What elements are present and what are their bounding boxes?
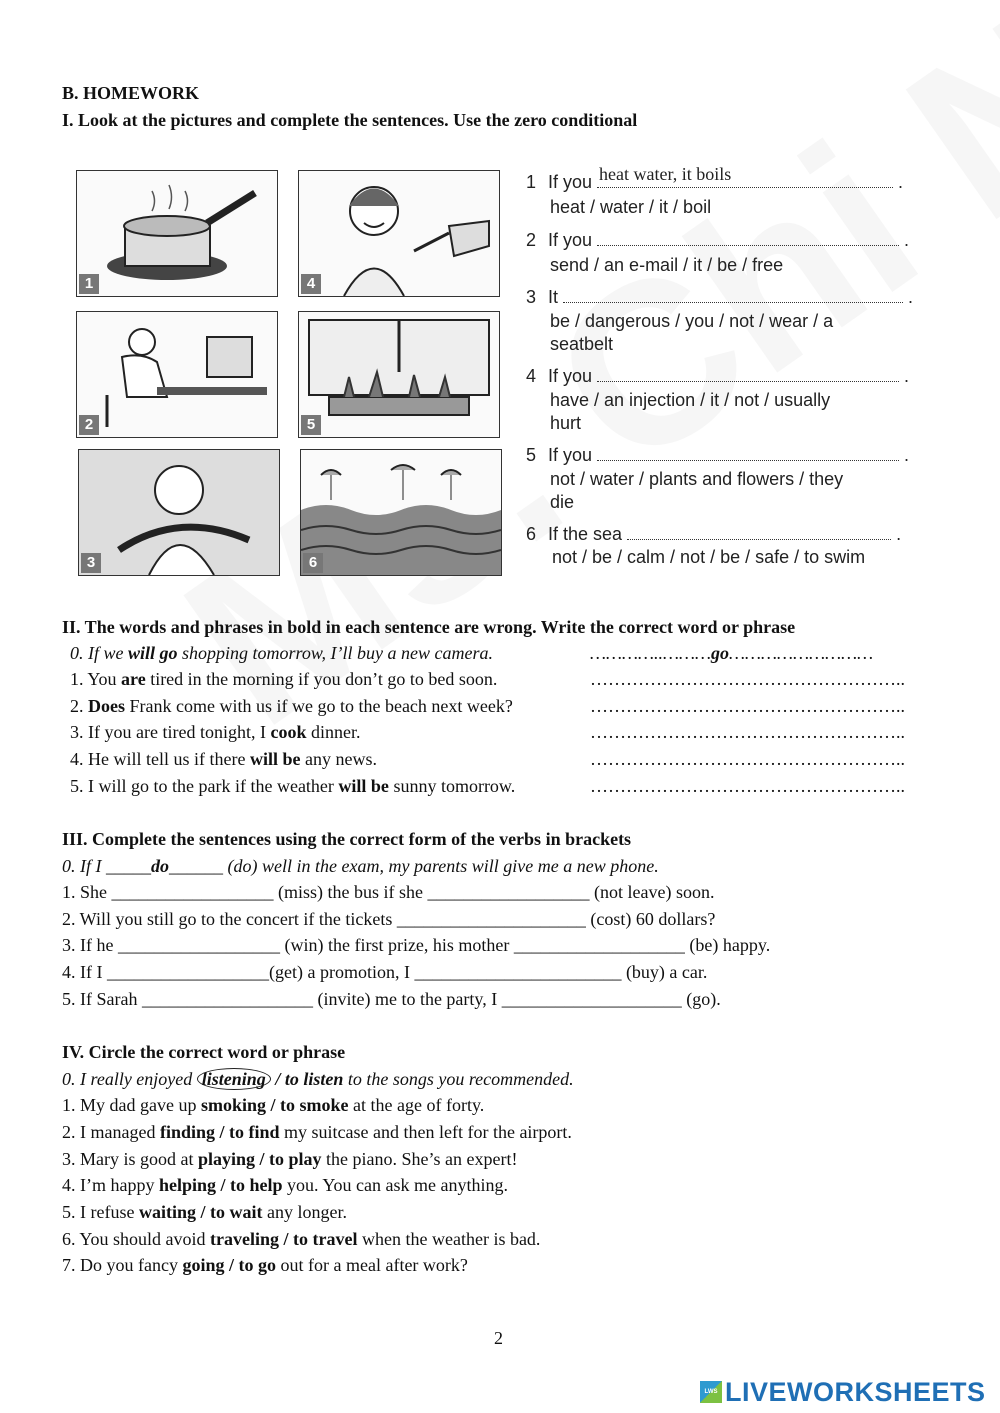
- ex1-title: I. Look at the pictures and complete the sentences. Use the zero conditional: [62, 110, 638, 130]
- ex1-cue-5b: die: [550, 492, 575, 512]
- picture-label: 2: [79, 415, 99, 435]
- ex4-item-5[interactable]: 5. I refuse waiting / to wait any longer.: [62, 1202, 347, 1222]
- ex2-item-1: 1. You are tired in the morning if you don’t go to bed soon.: [70, 669, 498, 689]
- answer-field-4[interactable]: [597, 367, 899, 382]
- ex2-title: II. The words and phrases in bold in each sentence are wrong. Write the correct word or phrase: [62, 617, 796, 637]
- item-number: 2: [526, 230, 537, 250]
- sentence-start: If the sea: [548, 524, 623, 544]
- ex1-item-1: 1 If you heat water, it boils .: [526, 164, 904, 192]
- sentence-start: If you: [548, 445, 593, 465]
- ex3-item-2[interactable]: 2. Will you still go to the concert if the tickets _____________________ (cost) 60 dollars?: [62, 909, 716, 929]
- page-number: 2: [494, 1328, 503, 1348]
- ex1-cue-3b: seatbelt: [550, 334, 614, 354]
- sentence-start: It: [548, 287, 559, 307]
- ex2-example: 0. If we will go shopping tomorrow, I’ll buy a new camera.: [70, 643, 493, 663]
- ex4-item-2[interactable]: 2. I managed finding / to find my suitcase and then left for the airport.: [62, 1122, 572, 1142]
- ex4-title: IV. Circle the correct word or phrase: [62, 1042, 346, 1062]
- ex3-item-3[interactable]: 3. If he __________________ (win) the first prize, his mother ___________________ (be) happy.: [62, 935, 771, 955]
- picture-2-computer: [76, 311, 278, 438]
- picture-1-cooking-pot: [76, 170, 278, 297]
- ex4-item-6[interactable]: 6. You should avoid traveling / to travel when the weather is bad.: [62, 1229, 541, 1249]
- picture-label: 1: [79, 274, 99, 294]
- answer-field-5[interactable]: [597, 446, 899, 461]
- liveworksheets-logo[interactable]: [700, 1377, 986, 1407]
- ex1-item-2: 2 If you .: [526, 230, 910, 250]
- ex4-example: 0. I really enjoyed listening / to listen to the songs you recommended.: [62, 1069, 574, 1089]
- sentence-start: If you: [548, 366, 593, 386]
- ex2-item-3: 3. If you are tired tonight, I cook dinner.: [70, 722, 361, 742]
- item-number: 5: [526, 445, 537, 465]
- ex3-title: III. Complete the sentences using the correct form of the verbs in brackets: [62, 829, 632, 849]
- ex3-item-5[interactable]: 5. If Sarah ___________________ (invite) me to the party, I ____________________ (go).: [62, 989, 721, 1009]
- ex1-cue-4b: hurt: [550, 413, 582, 433]
- ex2-answer-3[interactable]: ……………………………………………..: [590, 722, 905, 742]
- circled-answer: listening: [197, 1068, 271, 1090]
- ex1-item-3: 3 It .: [526, 287, 914, 307]
- picture-label: 6: [303, 553, 323, 573]
- sentence-start: If you: [548, 230, 593, 250]
- ex3-item-1[interactable]: 1. She __________________ (miss) the bus if she __________________ (not leave) soon.: [62, 882, 715, 902]
- item-number: 1: [526, 172, 537, 192]
- ex1-cue-1: heat / water / it / boil: [550, 197, 712, 217]
- ex1-cue-2: send / an e-mail / it / be / free: [550, 255, 784, 275]
- picture-4-injection: [298, 170, 500, 297]
- picture-5-plants: [298, 311, 500, 438]
- picture-3-driving: [78, 449, 280, 576]
- ex4-item-4[interactable]: 4. I’m happy helping / to help you. You can ask me anything.: [62, 1175, 508, 1195]
- answer-field-2[interactable]: [597, 231, 899, 246]
- ex2-item-2: 2. Does Frank come with us if we go to the beach next week?: [70, 696, 513, 716]
- ex1-item-5: 5 If you .: [526, 445, 910, 465]
- ex2-answer-1[interactable]: ……………………………………………..: [590, 669, 905, 689]
- picture-label: 3: [81, 553, 101, 573]
- item-number: 3: [526, 287, 537, 307]
- logo-icon: LWS: [700, 1381, 722, 1403]
- item-number: 6: [526, 524, 537, 544]
- ex2-example-answer: …………..………go………………………: [590, 643, 874, 663]
- ex1-cue-4: have / an injection / it / not / usually: [550, 390, 831, 410]
- ex1-cue-5: not / water / plants and flowers / they: [550, 469, 844, 489]
- ex3-item-4[interactable]: 4. If I __________________(get) a promotion, I _______________________ (buy) a car.: [62, 962, 708, 982]
- ex2-answer-4[interactable]: ……………………………………………..: [590, 749, 905, 769]
- answer-text: heat water, it boils: [599, 164, 732, 184]
- ex4-item-7[interactable]: 7. Do you fancy going / to go out for a meal after work?: [62, 1255, 468, 1275]
- ex4-item-1[interactable]: 1. My dad gave up smoking / to smoke at the age of forty.: [62, 1095, 485, 1115]
- ex2-answer-2[interactable]: ……………………………………………..: [590, 696, 905, 716]
- sentence-start: If you: [548, 172, 593, 192]
- section-title: B. HOMEWORK: [62, 83, 200, 103]
- ex2-item-4: 4. He will tell us if there will be any news.: [70, 749, 377, 769]
- logo-text: LIVEWORKSHEETS: [725, 1376, 986, 1407]
- picture-label: 5: [301, 415, 321, 435]
- answer-field-6[interactable]: [627, 525, 891, 540]
- ex1-cue-3: be / dangerous / you / not / wear / a: [550, 311, 834, 331]
- ex1-item-4: 4 If you .: [526, 366, 910, 386]
- ex1-item-6: 6 If the sea .: [526, 524, 902, 544]
- picture-6-beach: [300, 449, 502, 576]
- ex2-item-5: 5. I will go to the park if the weather will be sunny tomorrow.: [70, 776, 516, 796]
- picture-label: 4: [301, 274, 321, 294]
- ex2-answer-5[interactable]: ……………………………………………..: [590, 776, 905, 796]
- ex4-item-3[interactable]: 3. Mary is good at playing / to play the piano. She’s an expert!: [62, 1149, 518, 1169]
- ex1-cue-6: not / be / calm / not / be / safe / to swim: [552, 547, 866, 567]
- answer-field-3[interactable]: [563, 288, 903, 303]
- item-number: 4: [526, 366, 537, 386]
- ex3-example: 0. If I _____do______ (do) well in the exam, my parents will give me a new phone.: [62, 856, 659, 876]
